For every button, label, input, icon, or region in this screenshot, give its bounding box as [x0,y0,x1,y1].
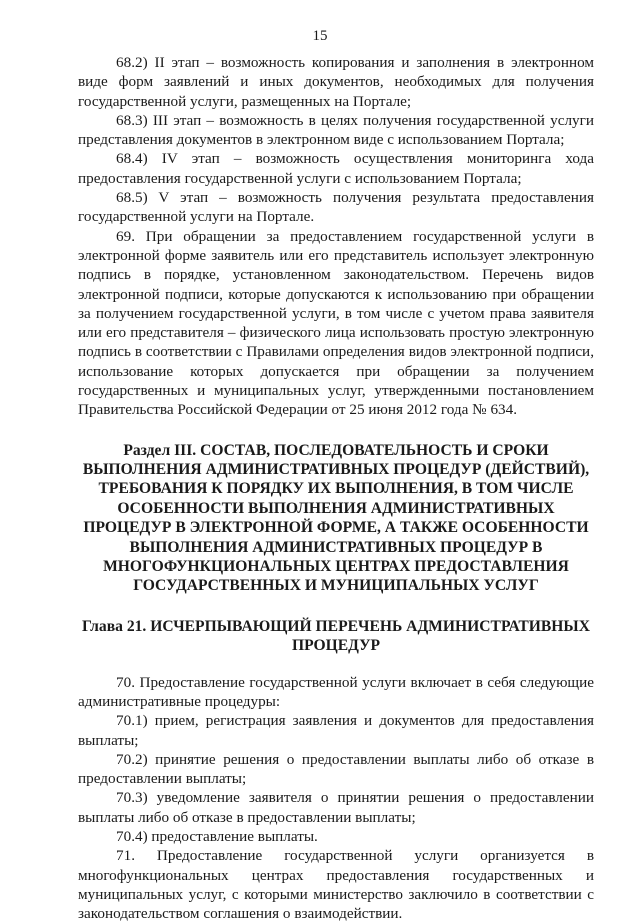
paragraph-68-3: 68.3) III этап – возможность в целях получения государственной услуги представления документов в электронном виде с использованием Портала; [78,111,594,149]
paragraph-71: 71. Предоставление государственной услуги организуется в многофункциональных центрах предоставления государственных и муниципальных услуг, с которыми министерство заключило в соответствии с законодательством соглашения о взаимодействии. [78,847,594,923]
paragraph-70-1: 70.1) прием, регистрация заявления и документов для предоставления выплаты; [78,712,594,749]
paragraph-70-3: 70.3) уведомление заявителя о принятии решения о предоставлении выплаты либо об отказе в предоставлении выплаты; [78,789,594,826]
chapter-heading: Глава 21. ИСЧЕРПЫВАЮЩИЙ ПЕРЕЧЕНЬ АДМИНИСТРАТИВНЫХ ПРОЦЕДУР [82,617,590,655]
paragraph-68-4: 68.4) IV этап – возможность осуществления мониторинга хода предоставления государственной услуги с использованием Портала; [78,150,594,187]
section-heading: Раздел III. СОСТАВ, ПОСЛЕДОВАТЕЛЬНОСТЬ И СРОКИ ВЫПОЛНЕНИЯ АДМИНИСТРАТИВНЫХ ПРОЦЕДУР (ДЕЙСТВИЙ), ТРЕБОВАНИЯ К ПОРЯДКУ ИХ ВЫПОЛНЕНИЯ, В ТОМ ЧИСЛЕ ОСОБЕННОСТИ ВЫПОЛНЕНИЯ АДМИНИСТРАТИВНЫХ ПРОЦЕДУР В ЭЛЕКТРОННОЙ ФОРМЕ, А ТАКЖЕ ОСОБЕННОСТИ ВЫПОЛНЕНИЯ АДМИНИСТРАТИВНЫХ ПРОЦЕДУР В МНОГОФУНКЦИОНАЛЬНЫХ ЦЕНТРАХ ПРЕДОСТАВЛЕНИЯ ГОСУДАРСТВЕННЫХ И МУНИЦИПАЛЬНЫХ УСЛУГ [82,441,590,595]
paragraph-68-5: 68.5) V этап – возможность получения результата предоставления государственной услуги на Портале. [78,189,594,226]
paragraph-70-2: 70.2) принятие решения о предоставлении выплаты либо об отказе в предоставлении выплаты; [78,750,594,788]
paragraph-68-2: 68.2) II этап – возможность копирования и заполнения в электронном виде форм заявлений и иных документов, необходимых для получения государственной услуги, размещенных на Портале; [78,54,594,110]
page-number: 15 [312,28,328,44]
paragraph-70-4: 70.4) предоставление выплаты. [116,828,318,846]
paragraph-70: 70. Предоставление государственной услуги включает в себя следующие административные процедуры: [78,673,594,710]
document-body [78,53,594,924]
paragraph-69: 69. При обращении за предоставлением государственной услуги в электронной форме заявитель или его представитель использует электронную подпись в порядке, установленном законодательством. Перечень видов электронной подписи, которые допускаются к использованию при обращении за получением государственной услуги, в том числе с учетом права заявителя или его представителя – физического лица использовать простую электронную подпись в соответствии с Правилами определения видов электронной подписи, использование которых допускается при обращении за получением государственных и муниципальных услуг, утвержденными постановлением Правительства Российской Федерации от 25 июня 2012 года № 634. [78,227,594,419]
